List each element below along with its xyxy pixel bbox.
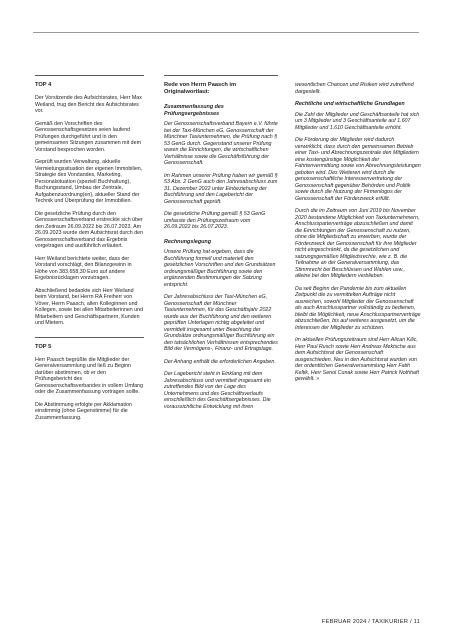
section-title: Rechtliche und wirtschaftliche Grundlagen [295, 101, 405, 107]
paragraph: Die gesetzliche Prüfung durch den Genossenschaftsverband erstreckte sich über den Zeitraum 26.09.2022 bis 26.07.2023. Am 26.09.2023 wurde dem Aufsichtsrat durch den Genossenschaftsverband das Ergebnis vorgetragen und ausführlich erläutert. [35, 210, 144, 249]
paragraph [295, 337, 421, 383]
paragraph: Der Anhang enthält die erforderlichen Angaben. [164, 358, 276, 365]
end-mark: » [316, 376, 320, 383]
paragraph: Der Vorsitzende des Aufsichtsrates, Herr Max Weiland, trug den Bericht des Aufsichtsrates vor. [35, 95, 142, 114]
page-footer: FEBRUAR 2024 / TAXIKURIER / 11 [321, 619, 420, 625]
paragraph: Die Abstimmung erfolgte per Akklamation einstimmig (ohne Gegenstimme) für die Zusammenfassung. [35, 401, 132, 421]
paragraph: Die Zahl der Mitglieder und Geschäftsanteile hat sich um 3 Mitglieder und 3 Geschäftsanteile auf 1.607 Mitglieder und 1.610 Geschäftsanteile erhöht. [295, 111, 420, 131]
column-rule [35, 75, 144, 76]
paragraph: Durch die im Zeitraum von Juni 2019 bis November 2020 bestandene Möglichkeit von Taxiunternehmern, Anschlussparterverträge abzuschließen und damit die Einrichtungen der Genossenschaft zu nutzen, ohne die Mitgliedschaft zu erwerben, wurde der Förderzweck der Genossenschaft für ihre Mitglieder nicht eingeschränkt, da die gesetzlichen und satzungsgemäßen Mitgliedsrechte, wie z. B. die Teilnahme an der Generalversammlung, das Stimmrecht bei Beschlüssen und Wahlen usw., alleine bei den Mitgliedern verblieben. [295, 208, 420, 280]
section-title: Zusammenfassung des Prüfungsergebnisses [164, 104, 224, 117]
column-left [35, 75, 144, 427]
column-rule [164, 75, 278, 76]
paragraph: Unsere Prüfung hat ergeben, dass die Buchführung formell und materiell den gesetzlichen Vorschriften und den Grundsätzen ordnungsmäßiger Buchführung sowie den ergänzenden Bestimmungen der Satzung entspricht. [164, 249, 276, 288]
paragraph: Gemäß den Vorschriften des Genossenschaftsgesetzes seien laufend Prüfungen durchgeführt und in den gemeinsamen Sitzungen zusammen mit dem Vorstand besprochen worden. [35, 120, 141, 153]
paragraph: Die gesetzliche Prüfung gemäß § 53 GenG umfasste den Prüfungszeitraum vom 26.09.2022 bis 26.07.2023. [164, 211, 266, 231]
speech-heading-line2: Originalwortlaut: [164, 89, 210, 95]
speech-heading [164, 82, 278, 96]
paragraph-text: Im aktuellen Prüfungszeitraum sind Herr Alican Kilic, Herr Paul Rusch sowie Herr Andreas Mektsche aus dem Aufsichtsrat der Genossenschaft ausgeschieden. Neu in den Aufsichtsrat wurden von der ordentlichen Generalversammlung Herr Fatih Keltik, Herr Senol Cunak sowie Herr Patrick Nothhaft gewählt. [295, 337, 419, 383]
paragraph: Der Jahresabschluss der Taxi-München eG, Genossenschaft der Münchner Taxiunternehmen, für das Geschäftsjahr 2022 wurde aus der Buchführung und den weiteren geprüften Unterlagen richtig abgeleitet und vermittelt insgesamt unter Beachtung der Grundsätze ordnungsmäßiger Buchführung ein den tatsächlichen Verhältnissen entsprechendes Bild der Vermögens-, Finanz- und Ertragslage. [164, 294, 278, 353]
header-rule [33, 32, 419, 33]
column-rule [35, 337, 144, 338]
section-title: Rechnungslegung [164, 238, 212, 245]
paragraph: Herr Weiland berichtete weiter, dass der Vorstand vorschlägt, den Bilanzgewinn in Höhe von 383.658,30 Euro auf andere Ergebnisrücklagen vorzutragen. [35, 255, 132, 281]
paragraph: Der Lagebericht steht in Einklang mit dem Jahresabschluss und vermittelt insgesamt ein zutreffendes Bild von der Lage des Unternehmens und des Geschäftsverlaufs einschließlich des Geschäftsergebnisses. Die voraussichtliche Entwicklung mit ihren [164, 371, 271, 410]
column-middle [164, 75, 278, 416]
paragraph: Die Förderung der Mitglieder wird dadurch verwirklicht, dass durch den gemeinsamen Betrieb einer Taxi- und Abrechnungszentrale den Mitgliedern eine kostengünstige Möglichkeit der Fahrtenvermittlung sowie von Abrechnungsleistungen geboten wird. Des Weiteren wird durch die genossenschaftliche Interessenvertretung der Genossenschaft gegenüber Behörden und Politik sowie durch die Nutzung der Firmenlogos der Genossenschaft der Förderzweck erfüllt. [295, 137, 421, 202]
top5-heading: TOP 5 [35, 343, 52, 350]
paragraph: Der Genossenschaftsverband Bayern e.V. führte bei der Taxi-München eG, Genossenschaft der Münchner Taxiunternehmen, die Prüfung nach § 53 GenG durch. Gegenstand unserer Prüfung waren die Einrichtungen, die wirtschaftlichen Verhältnisse sowie die Geschäftsführung der Genossenschaft. [164, 121, 278, 167]
paragraph: Im Rahmen unserer Prüfung haben wir gemäß § 53 Abs. 2 GenG auch den Jahresabschluss zum 31. Dezember 2022 unter Einbeziehung der Buchführung und den Lagebericht der Genossenschaft geprüft. [164, 172, 278, 205]
speech-heading-line1: Rede von Herrn Paasch im [164, 82, 237, 88]
paragraph: Abschließend bedankte sich Herr Weiland beim Vorstand, bei Herrn RA Freiherr von Vöver, Herrn Paasch, allen Kolleginnen und Kollegen, sowie bei allen Mitarbeiterinnen und Mitarbeitern und Geschäftspartnern, Kunden und Mietern. [35, 287, 144, 326]
paragraph: Geprüft wurden Verwaltung, aktuelle Vermietungssituation der eigenen Immobilien, Strategie des Vorstandes, Marketing, Personalsituation (speziell Buchhaltung), Buchungsstand, Umbau der Zentrale, Aufgabenzuordnung(en), aktueller Stand der Technik und Überprüfung der Immobilien. [35, 159, 143, 204]
paragraph: Da seit Beginn der Pandemie bis zum aktuellen Zeitpunkt die zu vermittelten Aufträge nicht ausreichen, sowohl Mitglieder der Genossenschaft als auch Anschlusspartner vollständig zu bedienen, bleibt die Möglichkeit, neue Anschlusspartnerverträge abzuschließen, bis auf weiteres ausgesetzt, um die Interessen der Mitglieder zu schützen. [295, 285, 421, 331]
paragraph: wesentlichen Chancen und Risiken wird zutreffend dargestellt. [295, 82, 414, 95]
top4-heading: TOP 4 [35, 82, 52, 88]
paragraph: Herr Paasch begrüßte die Mitglieder der Generalversammlung und ließ zu Beginn darüber abstimmen, ob er den Prüfungsbericht des Genossenschaftsverbandes in vollem Umfang oder die Zusammenfassung vortragen sollte. [35, 356, 144, 395]
column-right [295, 75, 421, 389]
